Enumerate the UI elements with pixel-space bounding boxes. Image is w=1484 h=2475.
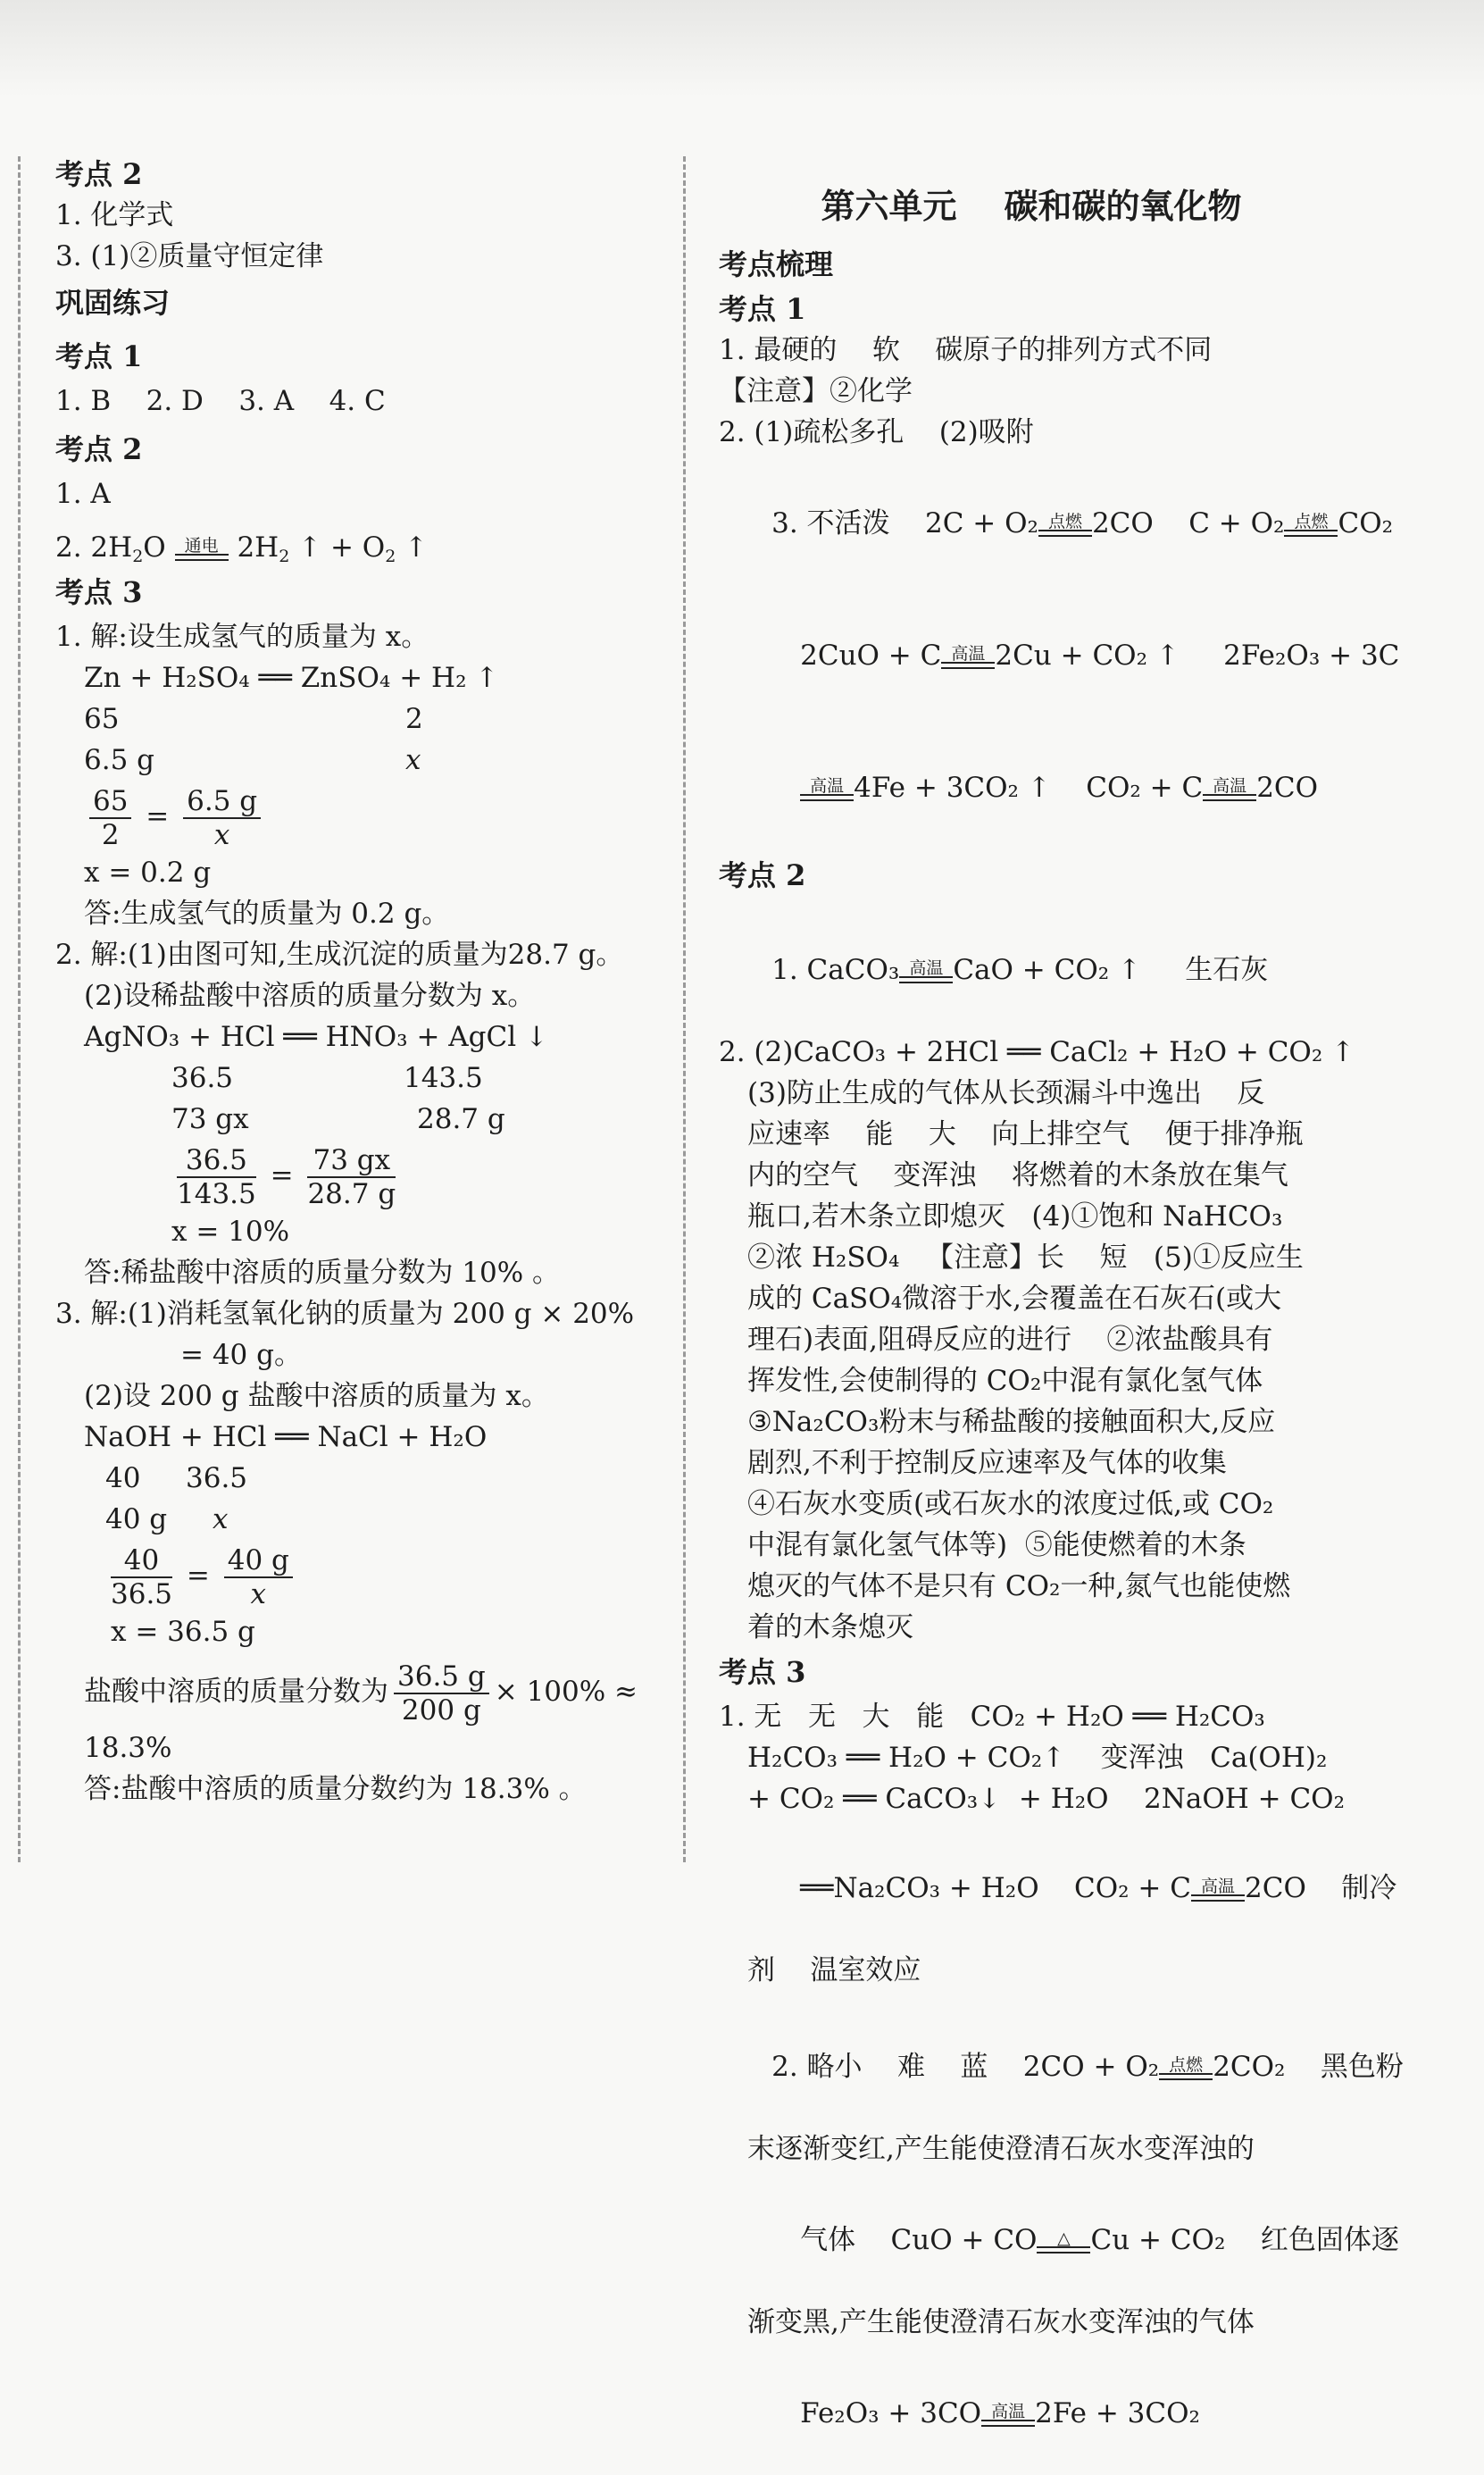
denominator: x xyxy=(250,1577,267,1610)
section-heading: 考点 3 xyxy=(719,1655,806,1689)
equation-line xyxy=(719,908,1344,1032)
answer-line: 熄灭的气体不是只有 CO₂一种,氮气也能使燃 xyxy=(747,1570,1291,1602)
answer-line: 2. (2)CaCO₃ + 2HCl ══ CaCl₂ + H₂O + CO₂ ↑ xyxy=(719,1036,1355,1068)
ratio-value: 143.5 xyxy=(404,1062,483,1094)
answer-line: 理石)表面,阻碍反应的进行 ②浓盐酸具有 xyxy=(747,1324,1273,1356)
equation-text: 2. 2H xyxy=(55,531,133,564)
reaction-arrow xyxy=(899,957,953,983)
result-line: x = 0.2 g xyxy=(84,857,212,889)
section-heading: 考点 2 xyxy=(55,157,143,191)
answer-line: 瓶口,若木条立即熄灭 (4)①饱和 NaHCO₃ xyxy=(747,1200,1283,1233)
denominator: 200 g xyxy=(401,1693,481,1727)
ratio-line xyxy=(55,1458,680,1499)
ratio-line xyxy=(55,698,680,740)
denominator: 143.5 xyxy=(177,1177,256,1210)
answer-line: 1. B 2. D 3. A 4. C xyxy=(55,385,386,417)
numerator: 73 gx xyxy=(307,1144,396,1178)
equation-text: 3. 不活泼 2C + O₂ xyxy=(771,507,1038,539)
section-heading: 巩固练习 xyxy=(55,286,171,320)
answer-line: 剧烈,不利于控制反应速率及气体的收集 xyxy=(747,1447,1227,1479)
answer-line: 挥发性,会使制得的 CO₂中混有氯化氢气体 xyxy=(747,1365,1263,1397)
equation-text: Fe₂O₃ + 3CO xyxy=(800,2397,982,2429)
answer-line: + CO₂ ══ CaCO₃↓ + H₂O 2NaOH + CO₂ xyxy=(747,1783,1346,1815)
denominator: x xyxy=(213,818,230,851)
reaction-arrow xyxy=(1038,511,1092,537)
answer-line: 答:生成氢气的质量为 0.2 g。 xyxy=(84,898,450,930)
reaction-arrow xyxy=(175,535,229,561)
answer-line: (2)设稀盐酸中溶质的质量分数为 x。 xyxy=(84,980,536,1012)
equation-line xyxy=(719,2352,1344,2475)
equation-line: 2. $2H_2O$ 通电 $2H_2$ ↑ + $O_2$ ↑ xyxy=(55,531,429,566)
left-column xyxy=(55,154,680,1810)
reaction-condition: 高温 xyxy=(909,957,944,978)
equation-text: CO₂ xyxy=(1338,507,1394,539)
fraction xyxy=(224,1544,293,1610)
section-heading: 考点梳理 xyxy=(719,247,834,281)
percent-label: 盐酸中溶质的质量分数为 xyxy=(84,1676,388,1708)
ratio-value: 73 gx xyxy=(171,1103,249,1135)
answer-line: 中混有氯化氢气体等) ⑤能使燃着的木条 xyxy=(747,1529,1246,1561)
equation-line xyxy=(719,726,1344,849)
ratio-value: 36.5 xyxy=(171,1062,234,1094)
proportion-line: $\frac{36.5}{143.5}$ = $\frac{73 gx}{28.7 g}$ xyxy=(177,1143,396,1210)
answer-line: 2. (1)疏松多孔 (2)吸附 xyxy=(719,416,1034,448)
answer-line: 1. 化学式 xyxy=(55,199,174,231)
reaction-condition: 通电 xyxy=(184,535,219,556)
section-heading: 考点 1 xyxy=(55,339,143,373)
fraction xyxy=(111,1544,172,1610)
answer-line: (2)设 200 g 盐酸中溶质的质量为 x。 xyxy=(84,1380,549,1412)
denominator: 36.5 xyxy=(111,1577,173,1610)
section-heading: 考点 3 xyxy=(55,575,143,609)
fraction xyxy=(307,1144,396,1210)
answer-line: ②浓 H₂SO₄ 【注意】长 短 (5)①反应生 xyxy=(747,1242,1304,1274)
section-heading: 考点 1 xyxy=(719,292,806,326)
fraction xyxy=(183,785,261,851)
reaction-condition: 高温 xyxy=(810,775,845,796)
section-heading: 考点 2 xyxy=(719,858,806,892)
equation-line xyxy=(719,1827,1397,1950)
reaction-condition: 高温 xyxy=(1200,1876,1235,1896)
answer-line: 1. 无 无 大 能 CO₂ + H₂O ══ H₂CO₃ xyxy=(719,1701,1265,1733)
numerator: 36.5 xyxy=(177,1144,256,1178)
reaction-arrow xyxy=(1191,1878,1245,1902)
answer-line: 内的空气 变浑浊 将燃着的木条放在集气 xyxy=(747,1159,1288,1192)
answer-line: 3. 解:(1)消耗氢氧化钠的质量为 200 g × 20% xyxy=(55,1298,635,1330)
equation-text: 2Fe + 3CO₂ xyxy=(1035,2397,1200,2429)
answer-line: 成的 CaSO₄微溶于水,会覆盖在石灰石(或大 xyxy=(747,1283,1282,1315)
equation-text: 2CO C + O₂ xyxy=(1091,507,1285,539)
equation-text: Cu + CO₂ 红色固体逐 xyxy=(1090,2224,1399,2256)
proportion-line: $\frac{65}{2}$ = $\frac{6.5 g}{x}$ xyxy=(55,781,680,852)
fraction xyxy=(394,1660,489,1727)
ratio-line xyxy=(55,740,680,781)
answer-line: ③Na₂CO₃粉末与稀盐酸的接触面积大,反应 xyxy=(747,1406,1276,1438)
result-line: x = 10% xyxy=(171,1216,290,1248)
equation-line: Zn + H₂SO₄ ══ ZnSO₄ + H₂ ↑ xyxy=(84,662,499,694)
answer-line: 着的木条熄灭 xyxy=(747,1611,913,1643)
equation-line: AgNO₃ + HCl ══ HNO₃ + AgCl ↓ xyxy=(84,1021,548,1053)
percent-line xyxy=(55,1656,680,1727)
equation-text: 2CuO + C xyxy=(800,640,942,672)
answer-line: = 40 g。 xyxy=(180,1339,302,1371)
reaction-condition: 高温 xyxy=(1213,775,1247,796)
equation-line: NaOH + HCl ══ NaCl + H₂O xyxy=(84,1421,488,1453)
reaction-arrow xyxy=(1037,2230,1090,2253)
ratio-value: 28.7 g xyxy=(417,1103,505,1135)
ratio-value: 65 xyxy=(84,703,120,735)
reaction-condition: 高温 xyxy=(991,2401,1026,2421)
answer-line: 3. (1)②质量守恒定律 xyxy=(55,240,324,272)
result-line: x = 36.5 g xyxy=(111,1616,255,1648)
equation-text: 气体 CuO + CO xyxy=(800,2224,1038,2256)
equation-text: ══Na₂CO₃ + H₂O CO₂ + C xyxy=(800,1872,1191,1904)
equation-text: CaO + CO₂ ↑ 生石灰 xyxy=(953,954,1269,986)
equation-text: 4Fe + 3CO₂ ↑ CO₂ + C xyxy=(854,772,1204,804)
reaction-condition: 高温 xyxy=(951,643,986,664)
reaction-arrow xyxy=(800,775,854,801)
left-margin-divider xyxy=(18,156,21,1862)
equation-line xyxy=(719,2005,1404,2128)
answer-line: 渐变黑,产生能使澄清石灰水变浑浊的气体 xyxy=(747,2306,1255,2338)
ratio-value: x xyxy=(405,744,421,776)
ratio-value: 2 xyxy=(405,703,423,735)
equation-text: 2H xyxy=(237,531,279,564)
ratio-value: 6.5 g xyxy=(84,744,154,776)
answer-line: ④石灰水变质(或石灰水的浓度过低,或 CO₂ xyxy=(747,1488,1274,1520)
denominator: 28.7 g xyxy=(307,1177,396,1210)
reaction-condition: 点燃 xyxy=(1169,2054,1204,2075)
proportion-line: $\frac{40}{36.5}$ = $\frac{40 g}{x}$ xyxy=(55,1540,680,1611)
equation-text: 2Cu + CO₂ ↑ 2Fe₂O₃ + 3C xyxy=(995,640,1400,672)
right-column xyxy=(719,152,1404,2475)
reaction-condition: 点燃 xyxy=(1047,511,1082,531)
answer-line: (3)防止生成的气体从长颈漏斗中逸出 反 xyxy=(747,1077,1265,1109)
reaction-condition: 点燃 xyxy=(1294,511,1329,531)
fraction xyxy=(89,785,131,851)
numerator: 40 g xyxy=(224,1544,293,1578)
answer-line: 2. 解:(1)由图可知,生成沉淀的质量为28.7 g。 xyxy=(55,939,624,971)
reaction-arrow xyxy=(1284,511,1338,537)
ratio-line xyxy=(55,1099,680,1140)
answer-line: 应速率 能 大 向上排空气 便于排净瓶 xyxy=(747,1118,1304,1150)
equation-line xyxy=(719,462,1394,585)
ratio-value: 36.5 xyxy=(186,1462,248,1494)
reaction-arrow xyxy=(1159,2054,1213,2080)
answer-line: 1. 解:设生成氢气的质量为 x。 xyxy=(55,621,429,653)
numerator: 6.5 g xyxy=(183,785,261,819)
numerator: 40 xyxy=(111,1544,172,1578)
answer-line: 1. A xyxy=(55,478,111,510)
fraction xyxy=(177,1144,256,1210)
ratio-line xyxy=(55,1499,680,1540)
equation-text: 2CO₂ 黑色粉 xyxy=(1213,2051,1404,2083)
answer-line: 【注意】②化学 xyxy=(719,375,913,407)
column-divider xyxy=(683,156,686,1862)
answer-line: 答:稀盐酸中溶质的质量分数为 10% 。 xyxy=(84,1257,561,1289)
equation-line xyxy=(719,2178,1399,2302)
equation-text: 2CO 制冷 xyxy=(1245,1872,1397,1904)
reaction-condition: △ xyxy=(1057,2228,1071,2248)
ratio-value: x xyxy=(213,1503,229,1535)
equation-text: 1. CaCO₃ xyxy=(771,954,900,986)
answer-line: 1. 最硬的 软 碳原子的排列方式不同 xyxy=(719,334,1213,366)
reaction-arrow xyxy=(981,2401,1035,2427)
section-heading: 考点 2 xyxy=(55,432,143,466)
scan-shadow xyxy=(0,0,1484,98)
answer-line: 答:盐酸中溶质的质量分数约为 18.3% 。 xyxy=(84,1773,587,1805)
answer-line: 末逐渐变红,产生能使澄清石灰水变浑浊的 xyxy=(747,2133,1255,2165)
ratio-value: 40 g xyxy=(105,1503,168,1535)
result-line: 18.3% xyxy=(84,1732,172,1764)
numerator: 65 xyxy=(89,785,131,819)
equation-line xyxy=(719,594,1400,717)
answer-line: 剂 温室效应 xyxy=(747,1954,921,1986)
ratio-value: 40 xyxy=(105,1462,141,1494)
equation-text: 2CO xyxy=(1256,772,1319,804)
denominator: 2 xyxy=(101,818,120,851)
unit-title: 第六单元 碳和碳的氧化物 xyxy=(821,186,1242,226)
ratio-line xyxy=(55,1058,680,1099)
reaction-arrow xyxy=(1203,775,1256,801)
percent-suffix: × 100% ≈ xyxy=(494,1676,638,1708)
numerator: 36.5 g xyxy=(394,1660,489,1694)
equation-text: 2. 略小 难 蓝 2CO + O₂ xyxy=(771,2051,1160,2083)
answer-line: H₂CO₃ ══ H₂O + CO₂↑ 变浑浊 Ca(OH)₂ xyxy=(747,1742,1328,1774)
reaction-arrow xyxy=(941,643,995,669)
